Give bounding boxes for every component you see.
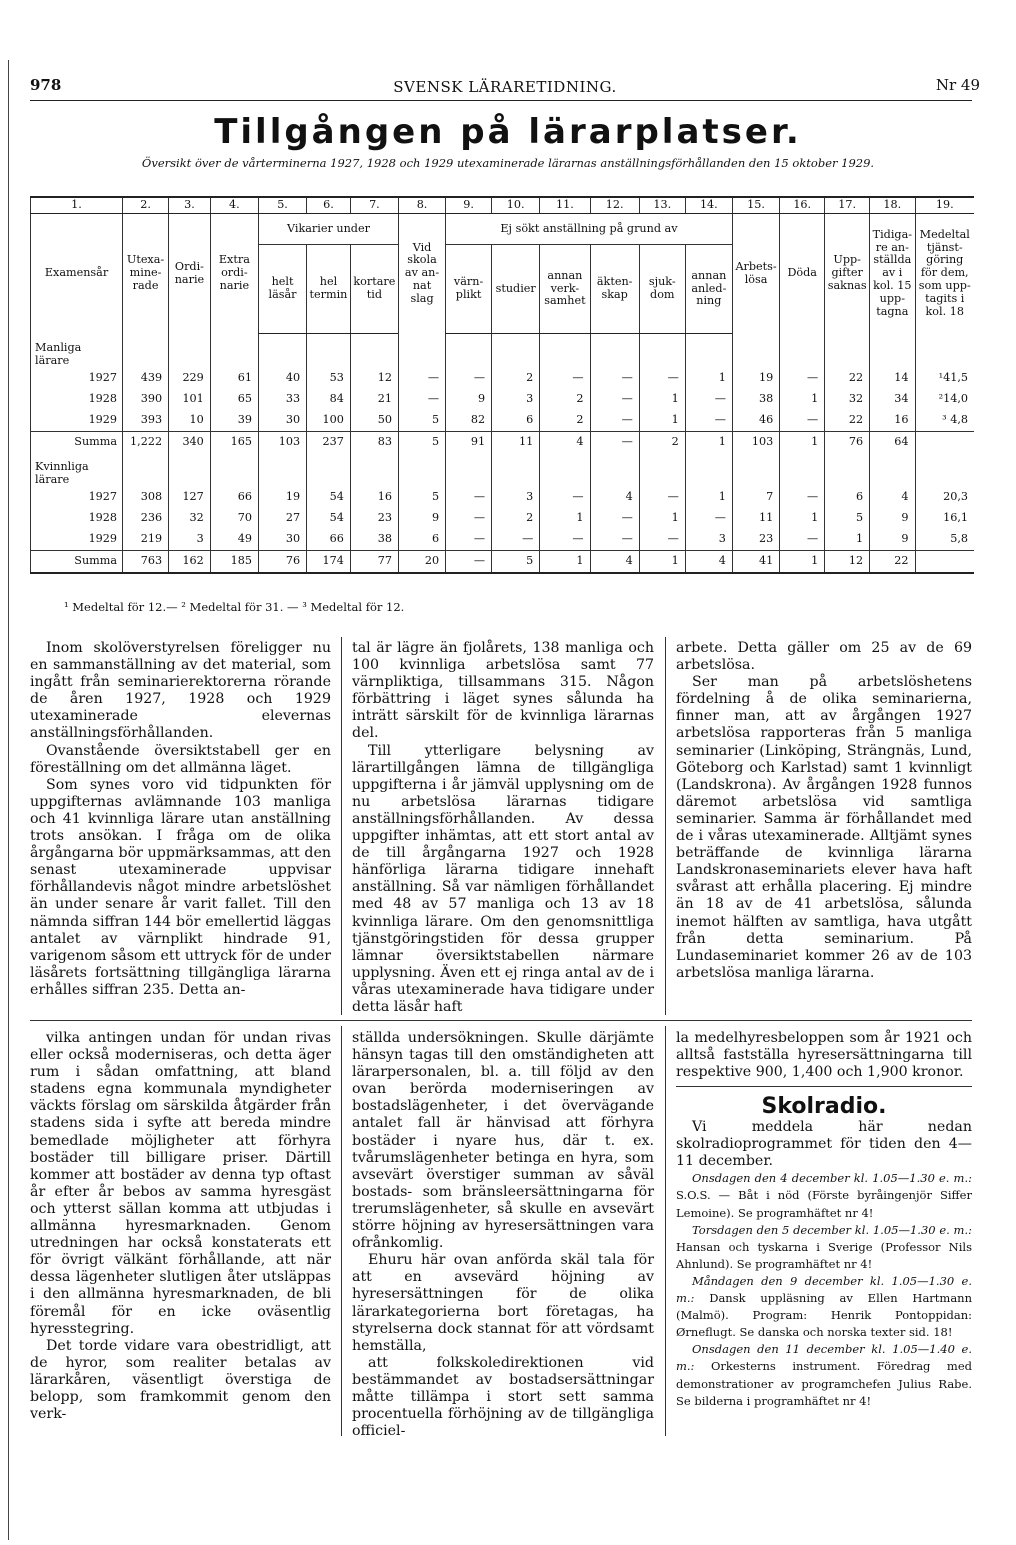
- table-cell: 9: [870, 529, 915, 551]
- table-cell: —: [780, 529, 825, 551]
- table-cell: —: [780, 487, 825, 508]
- empty-cell: [870, 334, 915, 368]
- table-cell: —: [446, 487, 492, 508]
- table-cell: 6: [492, 410, 540, 432]
- empty-cell: [825, 334, 870, 368]
- empty-cell: [210, 334, 258, 368]
- col-helt-lasar: helt läsår: [258, 245, 306, 334]
- table-cell: 39: [210, 410, 258, 432]
- table-cell: 38: [350, 529, 398, 551]
- empty-cell: [590, 453, 639, 487]
- issue-number: Nr 49: [935, 76, 980, 94]
- table-cell: —: [590, 389, 639, 410]
- paragraph: Till ytterligare belysning av lärartillgången lämna de tillgängliga uppgifterna i år jämväl upplysning om de nu arbetslösa lärarnas tidigare anställningsförhållanden. Av dessa uppgifter inhämtas, att ett stort antal av de till årgångarna 1927 och 1928 hänförliga lärarna tidigare innehaft anställning. Så var nämligen förhållandet med 48 av 57 manliga och 13 av 18 kvinnliga lärare. Om den genomsnittliga tjänstgöringstiden för dessa grupper lämnar översiktstabellen närmare upplysning. Även ett ej ringa antal av de i våras utexaminerade hava tidigare under detta läsår haft: [352, 742, 654, 1015]
- row-label: 1928: [31, 508, 123, 529]
- table-cell: 236: [123, 508, 169, 529]
- table-cell: 7: [732, 487, 779, 508]
- empty-cell: [685, 453, 732, 487]
- table-cell: —: [780, 410, 825, 432]
- table-cell: 16,1: [915, 508, 974, 529]
- col-extra-ordinarie: Extra ordi-narie: [210, 214, 258, 334]
- table-body: [31, 334, 975, 573]
- table-cell: 66: [210, 487, 258, 508]
- programme-date: Torsdagen den 5 december kl. 1.05—1.30 e. m.:: [692, 1222, 972, 1237]
- table-cell: 16: [870, 410, 915, 432]
- table-cell: 16: [350, 487, 398, 508]
- table-cell: —: [590, 508, 639, 529]
- column-number: 6.: [307, 197, 351, 214]
- empty-cell: [732, 334, 779, 368]
- empty-cell: [780, 334, 825, 368]
- table-cell: 91: [446, 431, 492, 453]
- table-cell: 4: [590, 550, 639, 573]
- col-uppgifter-saknas: Upp-gifter saknas: [825, 214, 870, 334]
- table-cell: 308: [123, 487, 169, 508]
- table-cell: 1: [780, 431, 825, 453]
- table-cell: 66: [307, 529, 351, 551]
- paragraph: tal är lägre än fjolårets, 138 manliga och 100 kvinnliga arbetslösa samt 77 värnpliktiga, tillsammans 315. Någon förbättring i läget synes sålunda ha inträtt särskilt för de kvinnliga lärarnas del.: [352, 640, 654, 742]
- table-cell: 23: [732, 529, 779, 551]
- table-cell: 61: [210, 368, 258, 389]
- table-cell: 41: [732, 550, 779, 573]
- table-cell: ²14,0: [915, 389, 974, 410]
- sum-row: [31, 550, 975, 573]
- column-number: 11.: [540, 197, 590, 214]
- header-row-1: [31, 214, 975, 245]
- programme-date: Onsdagen den 4 december kl. 1.05—1.30 e. m.:: [692, 1171, 972, 1186]
- table-cell: 1: [639, 389, 685, 410]
- table-cell: —: [590, 431, 639, 453]
- empty-cell: [685, 334, 732, 368]
- table-cell: —: [685, 389, 732, 410]
- table-cell: 1: [780, 550, 825, 573]
- empty-cell: [398, 334, 445, 368]
- column-number: 8.: [398, 197, 445, 214]
- column-number: 3.: [169, 197, 211, 214]
- table-cell: 185: [210, 550, 258, 573]
- column-number: 15.: [732, 197, 779, 214]
- page-number: 978: [30, 76, 62, 94]
- table-cell: 4: [685, 550, 732, 573]
- column-divider: [341, 637, 342, 1015]
- paragraph: Som synes voro vid tidpunkten för uppgifternas avlämnande 103 manliga och 41 kvinnliga lärare utan anställning trots ansökan. I fråga om de olika årgångarna bör uppmärksammas, att den senast utexaminerade uppvisar förhållandevis något mindre arbetslöshet än under senare år varit fallet. Till den nämnda siffran 144 bör emellertid läggas antalet av värnplikt hindrade 91, varigenom såsom ett uttryck för de under läsårets fortsättning tillgängliga lärarna erhålles siffran 235. Detta an-: [30, 776, 331, 998]
- table-cell: —: [446, 529, 492, 551]
- table-cell: 38: [732, 389, 779, 410]
- table-cell: 219: [123, 529, 169, 551]
- column-number: 19.: [915, 197, 974, 214]
- table-cell: 103: [732, 431, 779, 453]
- table-cell: —: [639, 487, 685, 508]
- table-row: [31, 529, 975, 551]
- lower-column-1: [30, 1030, 331, 1423]
- col-ej-sokt: Ej sökt anställning på grund av: [446, 214, 733, 245]
- empty-cell: [540, 334, 590, 368]
- header-rule: [30, 100, 972, 101]
- table-cell: —: [685, 508, 732, 529]
- column-number: 17.: [825, 197, 870, 214]
- table-cell: 103: [258, 431, 306, 453]
- paragraph: arbete. Detta gäller om 25 av de 69 arbetslösa.: [676, 640, 972, 674]
- skolradio-intro: Vi meddela här nedan skolradioprogrammet för tiden den 4—11 december.: [676, 1119, 972, 1170]
- column-number: 7.: [350, 197, 398, 214]
- col-vid-skola: Vid skola av an-nat slag: [398, 214, 445, 334]
- table-cell: 64: [870, 431, 915, 453]
- lower-column-3: [676, 1030, 972, 1081]
- empty-cell: [123, 453, 169, 487]
- table-cell: 4: [870, 487, 915, 508]
- column-number: 13.: [639, 197, 685, 214]
- table-cell: 1,222: [123, 431, 169, 453]
- col-examensar: Examensår: [31, 214, 123, 334]
- article-column-2: [352, 640, 654, 1016]
- table-cell: 11: [492, 431, 540, 453]
- table-cell: 46: [732, 410, 779, 432]
- table-cell: 19: [258, 487, 306, 508]
- column-number: 18.: [870, 197, 915, 214]
- empty-cell: [258, 453, 306, 487]
- table-cell: 32: [169, 508, 211, 529]
- row-label: 1929: [31, 410, 123, 432]
- table-cell: 1: [639, 410, 685, 432]
- table-cell: 229: [169, 368, 211, 389]
- article-column-3: [676, 640, 972, 982]
- empty-cell: [492, 334, 540, 368]
- col-vikarier-under: Vikarier under: [258, 214, 398, 245]
- radio-programme-item: [676, 1170, 972, 1221]
- programme-text: Hansan och tyskarna i Sverige (Professor Nils Ahnlund). Se programhäftet nr 4!: [676, 1239, 972, 1271]
- column-divider: [665, 1026, 666, 1436]
- empty-cell: [780, 453, 825, 487]
- table-cell: 1: [639, 550, 685, 573]
- paragraph: Ovanstående översiktstabell ger en föreställning om det allmänna läget.: [30, 742, 331, 776]
- table-cell: 70: [210, 508, 258, 529]
- paragraph: Inom skolöverstyrelsen föreligger nu en sammanställning av det material, som ingått från seminarierektorerna rörande de åren 1927, 1928 och 1929 utexaminerade elevernas anställningsförhållanden.: [30, 640, 331, 742]
- table-cell: 54: [307, 487, 351, 508]
- table-cell: 1: [540, 550, 590, 573]
- paragraph: ställda undersökningen. Skulle därjämte hänsyn tagas till den omständigheten att lärarpersonalen, bl. a. till följd av den ovan berörda moderniseringen av bostadslägenheter, i det övervägande antalet fall är hänvisad att förhyra bostäder i nyare hus, där t. ex. tvårumslägenheter betinga en hyra, som avsevärt överstiger summan av såväl bostads- som bränsleersättningarna för trerumslägenheter, så skulle en avsevärt större höjning av hyresersättningen vara ofrånkomlig.: [352, 1030, 654, 1252]
- table-cell: ³ 4,8: [915, 410, 974, 432]
- programme-text: S.O.S. — Båt i nöd (Förste byråingenjör Siffer Lemoine). Se programhäftet nr 4!: [676, 1188, 972, 1220]
- table-cell: 5: [398, 410, 445, 432]
- col-doda: Döda: [780, 214, 825, 334]
- row-label: Summa: [31, 550, 123, 573]
- section-rule: [30, 1020, 972, 1021]
- table-cell: 763: [123, 550, 169, 573]
- empty-cell: [446, 334, 492, 368]
- empty-cell: [169, 453, 211, 487]
- table-cell: 76: [258, 550, 306, 573]
- table-cell: 165: [210, 431, 258, 453]
- row-label: 1927: [31, 368, 123, 389]
- table-cell: 1: [685, 368, 732, 389]
- empty-cell: [350, 334, 398, 368]
- table-cell: 2: [492, 508, 540, 529]
- column-number: 14.: [685, 197, 732, 214]
- programme-text: Orkesterns instrument. Föredrag med demonstrationer av programchefen Julius Rabe. Se bilderna i programhäftet nr 4!: [676, 1359, 973, 1408]
- table-cell: 1: [685, 487, 732, 508]
- empty-cell: [123, 334, 169, 368]
- paragraph: att folkskoledirektionen vid bestämmandet av bostadsersättningar måtte tillämpa i stort sett samma procentuella förhöjning av de tillgängliga officiel-: [352, 1354, 654, 1440]
- table-cell: 83: [350, 431, 398, 453]
- table-cell: 100: [307, 410, 351, 432]
- table-cell: 6: [825, 487, 870, 508]
- col-tidigare-anstallda: Tidiga-re an-ställda av i kol. 15 upp-tagna: [870, 214, 915, 334]
- table-cell: 22: [870, 550, 915, 573]
- table-cell: 27: [258, 508, 306, 529]
- table-cell: 82: [446, 410, 492, 432]
- group-header-row: [31, 334, 975, 368]
- col-medeltal: Medeltal tjänst-göring för dem, som upp-tagits i kol. 18: [915, 214, 974, 334]
- row-label: 1928: [31, 389, 123, 410]
- paragraph: la medelhyresbeloppen som år 1921 och alltså fastställa hyresersättningarna till respektive 900, 1,400 och 1,900 kronor.: [676, 1030, 972, 1081]
- empty-cell: [870, 453, 915, 487]
- paragraph: Ehuru här ovan anförda skäl tala för att en avsevärd höjning av hyresersättningen för de olika lärarkategorierna bort företagas, ha styrelserna dock stannat för att vördsamt hemställa,: [352, 1252, 654, 1354]
- table-cell: 50: [350, 410, 398, 432]
- column-number: 9.: [446, 197, 492, 214]
- table-cell: 32: [825, 389, 870, 410]
- radio-programme-item: [676, 1273, 972, 1341]
- table-cell: 3: [492, 389, 540, 410]
- radio-programme-item: [676, 1341, 972, 1409]
- table-cell: ¹41,5: [915, 368, 974, 389]
- col-ordinarie: Ordi-narie: [169, 214, 211, 334]
- table-cell: —: [639, 368, 685, 389]
- col-sjukdom: sjuk-dom: [639, 245, 685, 334]
- table-cell: 5: [398, 487, 445, 508]
- table-cell: 21: [350, 389, 398, 410]
- table-cell: —: [446, 550, 492, 573]
- table-cell: —: [540, 487, 590, 508]
- empty-cell: [825, 453, 870, 487]
- table-cell: 34: [870, 389, 915, 410]
- group-header-row: [31, 453, 975, 487]
- column-divider: [665, 637, 666, 1015]
- col-arbetslosa: Arbets-lösa: [732, 214, 779, 334]
- article-column-1: [30, 640, 331, 999]
- table-cell: 4: [590, 487, 639, 508]
- table-cell: —: [639, 529, 685, 551]
- table-cell: 9: [398, 508, 445, 529]
- empty-cell: [307, 334, 351, 368]
- table-cell: 3: [685, 529, 732, 551]
- empty-cell: [492, 453, 540, 487]
- table-row: [31, 368, 975, 389]
- column-number: 16.: [780, 197, 825, 214]
- table-cell: 12: [350, 368, 398, 389]
- table-cell: —: [398, 368, 445, 389]
- programme-text: Dansk uppläsning av Ellen Hartmann (Malmö). Program: Henrik Pontoppidan: Ørneflugt. Se danska och norska texter sid. 18!: [676, 1291, 972, 1340]
- empty-cell: [639, 334, 685, 368]
- table-cell: 30: [258, 529, 306, 551]
- paragraph: Det torde vidare vara obestridligt, att de hyror, som realiter betalas av lärarkåren, väsentligt överstiga de belopp, som framkommit genom den verk-: [30, 1337, 331, 1423]
- table-cell: 22: [825, 368, 870, 389]
- col-annan-verksamhet: annan verk-samhet: [540, 245, 590, 334]
- sum-row: [31, 431, 975, 453]
- col-utexaminerade: Utexa-mine-rade: [123, 214, 169, 334]
- table-row: [31, 508, 975, 529]
- column-number: 4.: [210, 197, 258, 214]
- group-label: Kvinnliga lärare: [31, 453, 123, 487]
- table-cell: —: [590, 529, 639, 551]
- radio-programme-item: [676, 1222, 972, 1273]
- table-cell: 33: [258, 389, 306, 410]
- table-cell: 340: [169, 431, 211, 453]
- table-cell: 9: [870, 508, 915, 529]
- table-cell: 4: [540, 431, 590, 453]
- skolradio-section: [676, 1094, 972, 1410]
- table-cell: 1: [780, 508, 825, 529]
- table-cell: —: [590, 410, 639, 432]
- table-cell: 2: [540, 389, 590, 410]
- table-cell: 2: [540, 410, 590, 432]
- article-subtitle: Översikt över de vårterminerna 1927, 1928 och 1929 utexaminerade lärarnas anställningsförhållanden den 15 oktober 1929.: [141, 156, 875, 170]
- table-cell: 1: [685, 431, 732, 453]
- table-cell: —: [685, 410, 732, 432]
- column-number-row: [31, 197, 975, 214]
- table-cell: 390: [123, 389, 169, 410]
- empty-cell: [732, 453, 779, 487]
- table-cell: 101: [169, 389, 211, 410]
- empty-cell: [639, 453, 685, 487]
- table-cell: —: [398, 389, 445, 410]
- radio-rule: [676, 1086, 972, 1087]
- table-row: [31, 410, 975, 432]
- table-cell: 49: [210, 529, 258, 551]
- table-cell: 84: [307, 389, 351, 410]
- column-divider: [341, 1026, 342, 1436]
- empty-cell: [307, 453, 351, 487]
- column-number: 12.: [590, 197, 639, 214]
- table-cell: 162: [169, 550, 211, 573]
- table-cell: 11: [732, 508, 779, 529]
- table-cell: 23: [350, 508, 398, 529]
- lower-column-2: [352, 1030, 654, 1440]
- masthead: SVENSK LÄRARETIDNING.: [393, 78, 617, 96]
- table-cell: 77: [350, 550, 398, 573]
- table-cell: —: [540, 529, 590, 551]
- empty-cell: [915, 334, 974, 368]
- table-row: [31, 389, 975, 410]
- col-kortare-tid: kortare tid: [350, 245, 398, 334]
- col-studier: studier: [492, 245, 540, 334]
- table-cell: 22: [825, 410, 870, 432]
- empty-cell: [169, 334, 211, 368]
- table-cell: 1: [540, 508, 590, 529]
- table-cell: 9: [446, 389, 492, 410]
- table-cell: 65: [210, 389, 258, 410]
- table-cell: [915, 550, 974, 573]
- row-label: 1929: [31, 529, 123, 551]
- running-header: [30, 76, 980, 98]
- table-cell: [915, 431, 974, 453]
- table-footnote: ¹ Medeltal för 12.— ² Medeltal för 31. — ³ Medeltal för 12.: [64, 600, 405, 614]
- table-cell: 5,8: [915, 529, 974, 551]
- table-cell: 19: [732, 368, 779, 389]
- table-cell: —: [540, 368, 590, 389]
- row-label: 1927: [31, 487, 123, 508]
- column-number: 2.: [123, 197, 169, 214]
- table-cell: 54: [307, 508, 351, 529]
- table-cell: 20: [398, 550, 445, 573]
- table-cell: 127: [169, 487, 211, 508]
- col-varnplikt: värn-plikt: [446, 245, 492, 334]
- column-number: 10.: [492, 197, 540, 214]
- group-label: Manliga lärare: [31, 334, 123, 368]
- empty-cell: [350, 453, 398, 487]
- paragraph: Ser man på arbetslöshetens fördelning å de olika seminarierna, finner man, att av årgången 1927 arbetslösa rapporteras från 5 manliga seminarier (Linköping, Strängnäs, Lund, Göteborg och Karlstad) samt 1 kvinnligt (Landskrona). Av årgången 1928 funnos däremot arbetslösa vid samtliga seminarier. Samma är förhållandet med de i våras utexaminerade. Alltjämt synes beträffande de kvinnliga lärarna Landskronaseminariets elever hava haft svårast att erhålla placering. Ej mindre än 18 av de 41 arbetslösa, sålunda inemot hälften av samtliga, hava utgått från detta seminarium. På Lundaseminariet kommer 26 av de 103 arbetslösa manliga lärarna.: [676, 674, 972, 981]
- empty-cell: [915, 453, 974, 487]
- table-cell: 439: [123, 368, 169, 389]
- table-cell: —: [492, 529, 540, 551]
- column-number: 1.: [31, 197, 123, 214]
- table-cell: 20,3: [915, 487, 974, 508]
- table-cell: 1: [639, 508, 685, 529]
- col-annan-anledning: annan anled-ning: [685, 245, 732, 334]
- paragraph: vilka antingen undan för undan rivas eller också moderniseras, och detta äger rum i sådan omfattning, att bland stadens egna kommunala myndigheter väckts förslag om särskilda åtgärder från stadens sida i syfte att bereda mindre bemedlade möjligheter att förhyra bostäder till billigare priser. Därtill kommer att bostäder av denna typ oftast år efter år bebos av samma hyresgäst och ytterst sällan komma att utbjudas i allmänna hyresmarknaden. Genom utredningen har också konstaterats ett för övrigt välkänt förhållande, att när dessa lägenheter slutligen åter utsläppas i den allmänna hyresmarknaden, de bli föremål för en icke oväsentlig hyresstegring.: [30, 1030, 331, 1337]
- row-label: Summa: [31, 431, 123, 453]
- table-cell: 1: [825, 529, 870, 551]
- table-cell: 30: [258, 410, 306, 432]
- table-cell: 14: [870, 368, 915, 389]
- table-cell: 10: [169, 410, 211, 432]
- table-cell: —: [590, 368, 639, 389]
- table-cell: 40: [258, 368, 306, 389]
- programme-date: Onsdagen den 11 december kl. 1.05—1.40 e. m.:: [676, 1342, 972, 1374]
- col-aktenskap: äkten-skap: [590, 245, 639, 334]
- table-cell: 393: [123, 410, 169, 432]
- table-cell: 12: [825, 550, 870, 573]
- col-hel-termin: hel termin: [307, 245, 351, 334]
- table-cell: 237: [307, 431, 351, 453]
- column-number: 5.: [258, 197, 306, 214]
- empty-cell: [258, 334, 306, 368]
- skolradio-programme: [676, 1170, 972, 1409]
- table-cell: 53: [307, 368, 351, 389]
- table-cell: 5: [825, 508, 870, 529]
- table-cell: 3: [492, 487, 540, 508]
- statistics-table: [30, 196, 974, 574]
- empty-cell: [210, 453, 258, 487]
- empty-cell: [540, 453, 590, 487]
- table-cell: 3: [169, 529, 211, 551]
- programme-date: Måndagen den 9 december kl. 1.05—1.30 e. m.:: [676, 1273, 972, 1306]
- table-cell: 5: [492, 550, 540, 573]
- table-cell: 5: [398, 431, 445, 453]
- table-row: [31, 487, 975, 508]
- table-cell: 174: [307, 550, 351, 573]
- table-cell: —: [446, 368, 492, 389]
- table-cell: 6: [398, 529, 445, 551]
- skolradio-title: Skolradio.: [761, 1094, 887, 1119]
- empty-cell: [398, 453, 445, 487]
- empty-cell: [446, 453, 492, 487]
- table-cell: —: [446, 508, 492, 529]
- table-cell: 2: [492, 368, 540, 389]
- table-cell: 2: [639, 431, 685, 453]
- article-title: Tillgången på lärarplatser.: [214, 112, 802, 152]
- table-cell: 1: [780, 389, 825, 410]
- table-cell: —: [780, 368, 825, 389]
- table-cell: 76: [825, 431, 870, 453]
- empty-cell: [590, 334, 639, 368]
